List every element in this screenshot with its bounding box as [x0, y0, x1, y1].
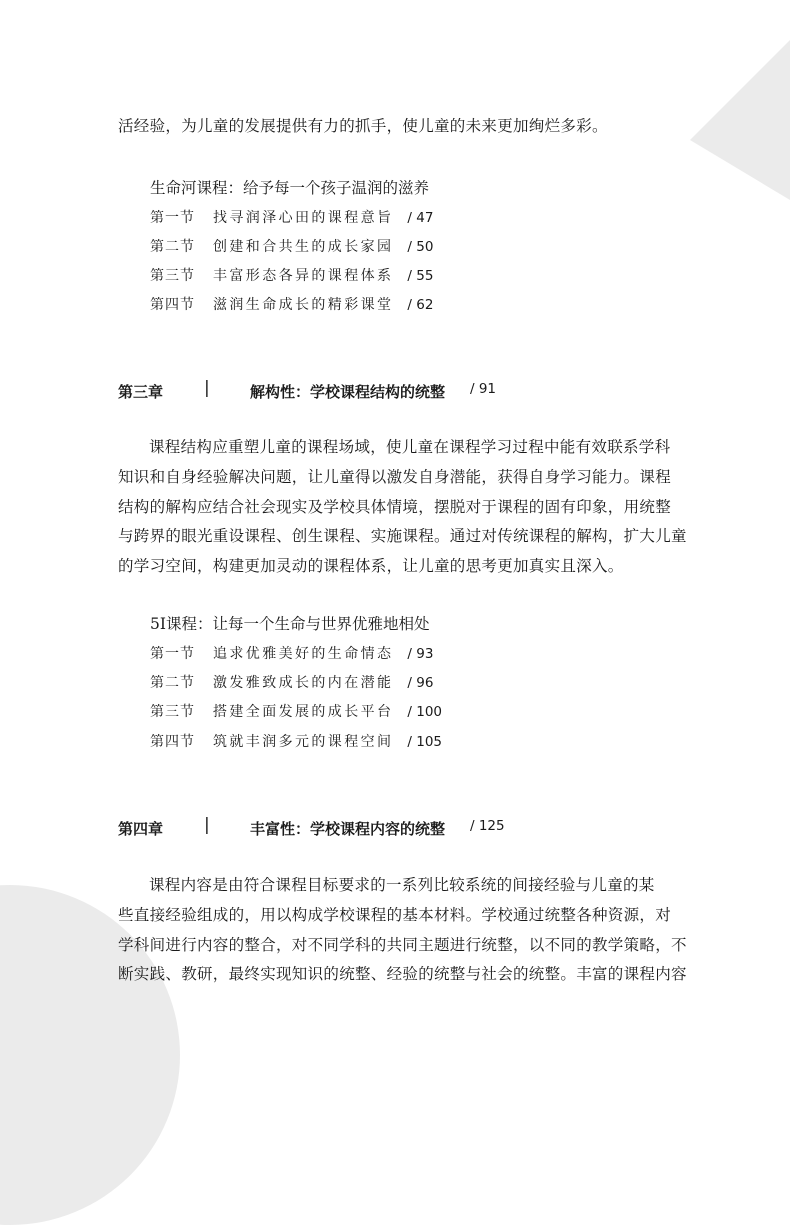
paragraph-line: 断实践、教研，最终实现知识的统整、经验的统整与社会的统整。丰富的课程内容 [118, 965, 687, 984]
toc-item[interactable] [150, 672, 433, 692]
page-number: / 91 [470, 381, 497, 397]
section-item-title: 筑就丰润多元的课程空间 [213, 734, 394, 750]
chapter-paragraph [118, 871, 687, 990]
section-number: 第一节 [150, 646, 195, 662]
section-number: 第二节 [150, 239, 195, 255]
toc-item[interactable] [150, 207, 433, 227]
section-item-title: 搭建全面发展的成长平台 [213, 704, 394, 720]
intro-paragraph [118, 112, 678, 142]
page-number: / 96 [407, 675, 434, 691]
paragraph-line: 的学习空间，构建更加灵动的课程体系，让儿童的思考更加真实且深入。 [118, 557, 624, 576]
paragraph-line: 与跨界的眼光重设课程、创生课程、实施课程。通过对传统课程的解构，扩大儿童 [118, 527, 687, 546]
paragraph-line: 些直接经验组成的，用以构成学校课程的基本材料。学校通过统整各种资源，对 [118, 905, 672, 924]
section-item-title: 丰富形态各异的课程体系 [213, 268, 394, 284]
page-number: / 62 [407, 297, 434, 313]
chapter-title: 解构性：学校课程结构的统整 [250, 383, 446, 401]
chapter-separator: | [204, 815, 210, 835]
page-number: / 100 [407, 704, 443, 720]
page-number: / 93 [407, 646, 434, 662]
toc-item[interactable] [150, 294, 433, 314]
chapter-label: 第三章 [118, 383, 164, 401]
page-number: / 125 [470, 818, 505, 834]
paragraph-line: 课程内容是由符合课程目标要求的一系列比较系统的间接经验与儿童的某 [149, 876, 655, 894]
chapter-paragraph [118, 433, 687, 582]
toc-item[interactable] [150, 265, 433, 285]
toc-item[interactable] [150, 643, 433, 663]
paragraph-line: 结构的解构应结合社会现实及学校具体情境，摆脱对于课程的固有印象，用统整 [118, 497, 672, 516]
page-number: / 55 [407, 268, 434, 284]
section-title: 生命河课程：给予每一个孩子温润的滋养 [150, 179, 430, 197]
section-title: 5I课程：让每一个生命与世界优雅地相处 [150, 615, 430, 633]
paragraph-line: 课程结构应重塑儿童的课程场域，使儿童在课程学习过程中能有效联系学科 [149, 438, 671, 456]
section-number: 第一节 [150, 210, 195, 226]
section-item-title: 滋润生命成长的精彩课堂 [213, 297, 394, 313]
section-number: 第三节 [150, 268, 195, 284]
page-number: / 47 [407, 210, 434, 226]
chapter-heading[interactable] [118, 378, 678, 403]
decorative-triangle [690, 40, 790, 200]
chapter-heading[interactable] [118, 815, 678, 840]
section-item-title: 追求优雅美好的生命情态 [213, 646, 394, 662]
section-number: 第四节 [150, 297, 195, 313]
toc-item[interactable] [150, 236, 433, 256]
chapter-title: 丰富性：学校课程内容的统整 [250, 820, 446, 838]
paragraph-line: 活经验，为儿童的发展提供有力的抓手，使儿童的未来更加绚烂多彩。 [118, 117, 608, 135]
page-number: / 50 [407, 239, 434, 255]
paragraph-line: 学科间进行内容的整合，对不同学科的共同主题进行统整，以不同的教学策略，不 [118, 935, 687, 954]
section-item-title: 创建和合共生的成长家园 [213, 239, 394, 255]
chapter-label: 第四章 [118, 820, 164, 838]
section-item-title: 激发雅致成长的内在潜能 [213, 675, 394, 691]
chapter-separator: | [204, 378, 210, 398]
section-item-title: 找寻润泽心田的课程意旨 [213, 210, 394, 226]
paragraph-line: 知识和自身经验解决问题，让儿童得以激发自身潜能，获得自身学习能力。课程 [118, 467, 672, 486]
page-number: / 105 [407, 734, 443, 750]
toc-item[interactable] [150, 701, 442, 721]
section-number: 第三节 [150, 704, 195, 720]
section-number: 第二节 [150, 675, 195, 691]
section-number: 第四节 [150, 734, 195, 750]
toc-item[interactable] [150, 731, 442, 751]
